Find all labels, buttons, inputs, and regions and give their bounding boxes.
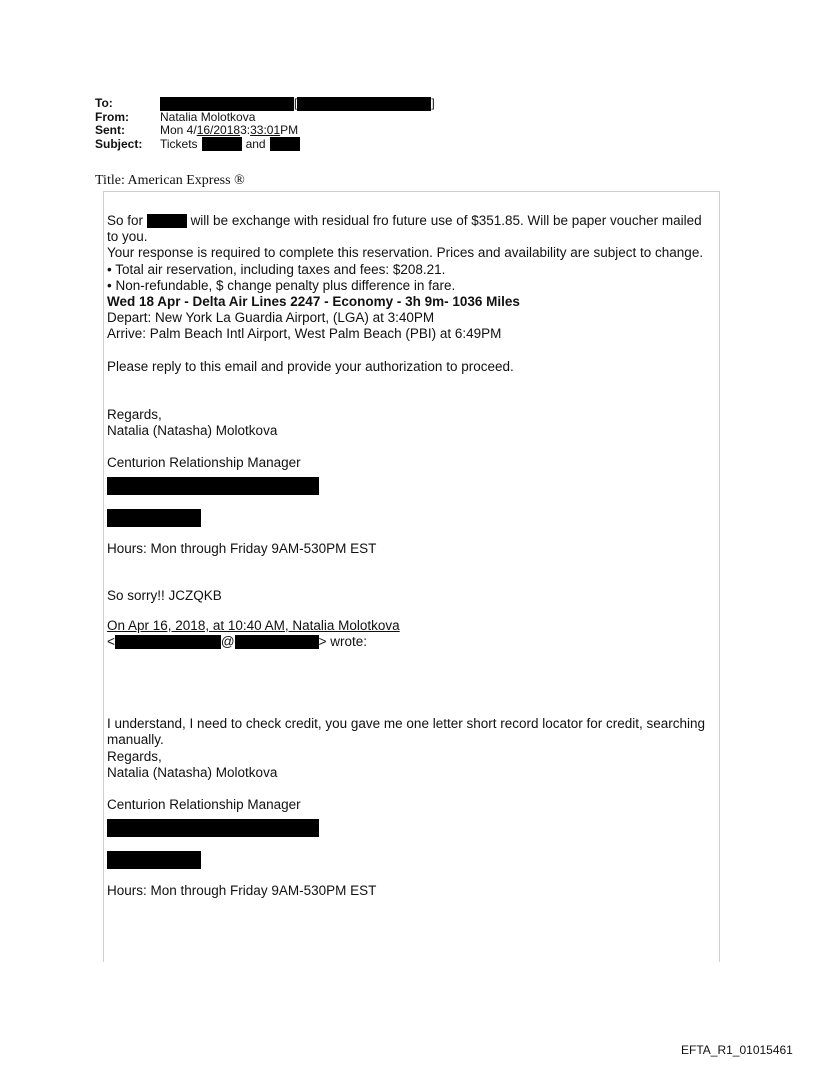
paragraph-exchange: So for will be exchange with residual fro future use of $351.85. Will be paper voucher mailed to you. (107, 213, 702, 245)
arrive-line: Arrive: Palm Beach Intl Airport, West Palm Beach (PBI) at 6:49PM (107, 326, 502, 342)
to-label: To: (95, 96, 113, 110)
bullet-total: • Total air reservation, including taxes and fees: $208.21. (107, 261, 446, 277)
regards-line-2: Regards, (107, 748, 162, 764)
redaction-block (297, 97, 431, 111)
title-line: Title: American Express ® (95, 173, 245, 188)
redaction-block (160, 97, 294, 111)
redaction-block (107, 509, 201, 527)
from-label: From: (95, 109, 129, 124)
to-row (95, 97, 435, 111)
sent-label: Sent: (95, 123, 125, 137)
sent-value: Mon 4/ 16/2018 3: 33:01 PM (160, 123, 299, 137)
depart-line: Depart: New York La Guardia Airport, (LGA) at 3:40PM (107, 310, 435, 326)
regards-line: Regards, (107, 406, 162, 422)
redaction-block (107, 477, 319, 495)
message-body (107, 213, 707, 899)
redaction-block (115, 635, 221, 649)
flight-line: Wed 18 Apr - Delta Air Lines 2247 - Economy - 3h 9m- 1036 Miles (107, 294, 520, 310)
paragraph-understand: I understand, I need to check credit, you gave me one letter short record locator for credit, searching manually. (107, 716, 706, 748)
bullet-refund: • Non-refundable, $ change penalty plus difference in fare. (107, 277, 456, 293)
reply-line: Please reply to this email and provide your authorization to proceed. (107, 358, 514, 374)
document-id: EFTA_R1_01015461 (681, 1043, 793, 1057)
from-row (95, 111, 435, 125)
redaction-block (202, 137, 242, 151)
redaction-block (235, 635, 319, 649)
hours-line: Hours: Mon through Friday 9AM-530PM EST (107, 541, 377, 557)
signature-role-2: Centurion Relationship Manager (107, 797, 301, 813)
signature-name-2: Natalia (Natasha) Molotkova (107, 764, 278, 780)
redaction-block (107, 819, 319, 837)
quote-header: On Apr 16, 2018, at 10:40 AM, Natalia Molotkova (107, 617, 400, 633)
subject-row (95, 138, 435, 152)
from-value: Natalia Molotkova (160, 109, 256, 124)
redaction-block (270, 137, 300, 151)
redaction-block (107, 851, 201, 869)
to-bracket-close: ] (431, 96, 435, 110)
quote-email-line: < @ > wrote: (107, 634, 368, 650)
subject-label: Subject: (95, 136, 143, 151)
to-bracket-open: [ (294, 96, 298, 110)
email-header (95, 97, 435, 151)
sent-row (95, 124, 435, 138)
paragraph-response: Your response is required to complete this reservation. Prices and availability are subject to change. (107, 245, 704, 261)
signature-name: Natalia (Natasha) Molotkova (107, 423, 278, 439)
hours-line-2: Hours: Mon through Friday 9AM-530PM EST (107, 883, 377, 899)
sorry-line: So sorry!! JCZQKB (107, 587, 222, 603)
subject-value: Tickets and (160, 137, 300, 151)
signature-role: Centurion Relationship Manager (107, 455, 301, 471)
redaction-block (147, 214, 187, 228)
